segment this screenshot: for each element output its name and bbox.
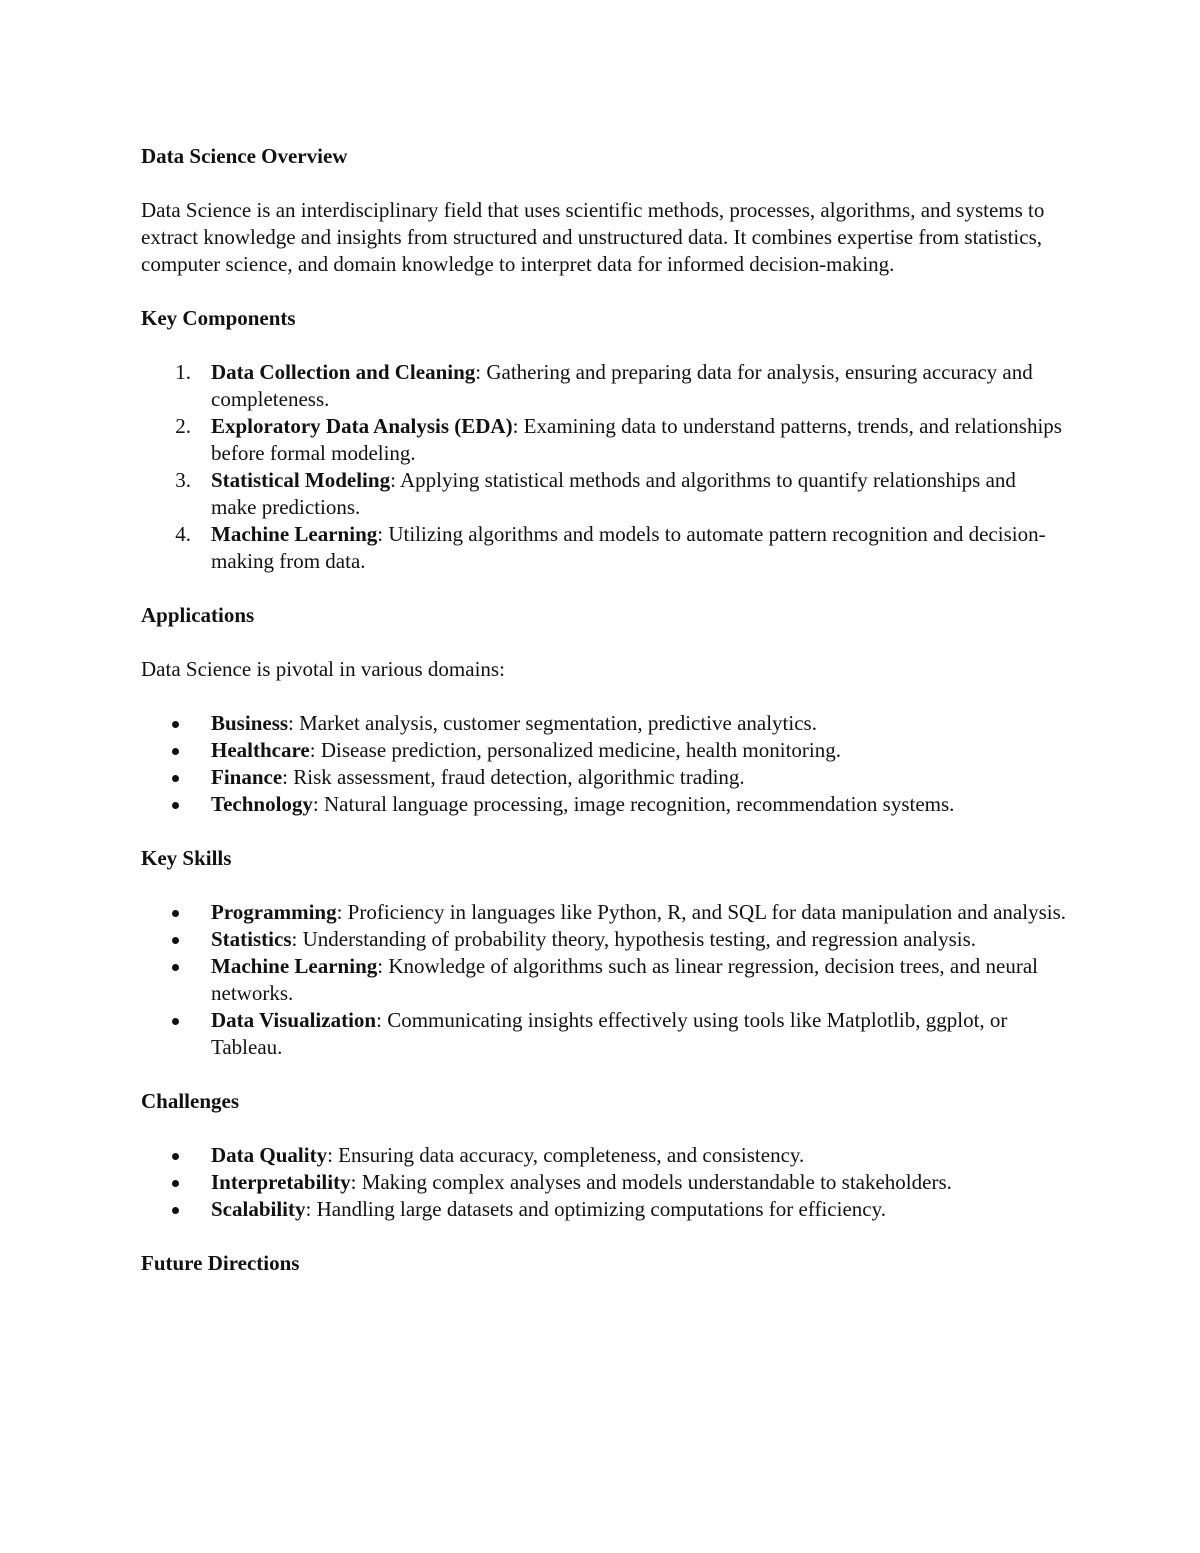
bullet-icon [172,721,179,728]
key-components-heading: Key Components [141,306,296,330]
list-description: : Handling large datasets and optimizing computations for efficiency. [305,1197,886,1221]
list-description: : Communicating insights effectively using tools like Matplotlib, ggplot, or Tableau. [211,1008,1008,1059]
bullet-icon [172,1153,179,1160]
list-item [141,764,1066,791]
key-skills-list [141,899,1066,1061]
list-item [141,521,1066,575]
list-term: Data Visualization [211,1008,377,1032]
list-term: Programming [211,900,337,924]
list-item [141,791,1066,818]
list-term: Data Quality [211,1143,328,1167]
list-description: : Making complex analyses and models understandable to stakeholders. [350,1170,952,1194]
list-term: Healthcare [211,738,310,762]
list-item [141,899,1066,926]
list-item [141,1169,1066,1196]
list-number: 4. [175,522,191,546]
document-page [141,143,1066,1277]
list-term: Finance [211,765,283,789]
list-term: Machine Learning [211,954,378,978]
list-term: Data Collection and Cleaning [211,360,476,384]
list-description: : Gathering and preparing data for analysis, ensuring accuracy and completeness. [211,360,1033,411]
bullet-icon [172,937,179,944]
list-number: 3. [175,468,191,492]
list-item [141,926,1066,953]
list-item [141,1007,1066,1061]
list-item [141,413,1066,467]
bullet-icon [172,1207,179,1214]
list-item [141,737,1066,764]
list-description: : Ensuring data accuracy, completeness, and consistency. [327,1143,805,1167]
list-item [141,1142,1066,1169]
list-term: Machine Learning [211,522,378,546]
list-term: Exploratory Data Analysis (EDA) [211,414,513,438]
list-description: : Applying statistical methods and algorithms to quantify relationships and make predictions. [211,468,1016,519]
list-description: : Market analysis, customer segmentation, predictive analytics. [288,711,817,735]
list-item [141,710,1066,737]
list-term: Statistics [211,927,292,951]
challenges-heading: Challenges [141,1089,240,1113]
list-term: Business [211,711,289,735]
applications-heading: Applications [141,603,255,627]
list-term: Interpretability [211,1170,351,1194]
bullet-icon [172,775,179,782]
list-description: : Disease prediction, personalized medicine, health monitoring. [309,738,842,762]
list-item [141,359,1066,413]
document-title: Data Science Overview [141,144,348,168]
key-components-list [141,359,1066,575]
bullet-icon [172,1018,179,1025]
list-term: Statistical Modeling [211,468,391,492]
list-number: 1. [175,360,191,384]
list-description: : Proficiency in languages like Python, R, and SQL for data manipulation and analysis. [336,900,1067,924]
list-description: : Utilizing algorithms and models to automate pattern recognition and decision-making from data. [211,522,1046,573]
key-skills-heading: Key Skills [141,846,232,870]
applications-list [141,710,1066,818]
bullet-icon [172,748,179,755]
challenges-list [141,1142,1066,1223]
bullet-icon [172,1180,179,1187]
list-item [141,467,1066,521]
bullet-icon [172,910,179,917]
list-description: : Understanding of probability theory, hypothesis testing, and regression analysis. [291,927,977,951]
intro-paragraph: Data Science is an interdisciplinary field that uses scientific methods, processes, algorithms, and systems to extract knowledge and insights from structured and unstructured data. It combines expertise from statistics, computer science, and domain knowledge to interpret data for informed decision-making. [141,198,1045,276]
list-term: Technology [211,792,313,816]
list-item [141,953,1066,1007]
list-description: : Knowledge of algorithms such as linear regression, decision trees, and neural networks. [211,954,1038,1005]
list-number: 2. [175,414,191,438]
list-term: Scalability [211,1197,306,1221]
future-directions-heading: Future Directions [141,1251,300,1275]
list-description: : Risk assessment, fraud detection, algorithmic trading. [282,765,745,789]
list-description: : Examining data to understand patterns, trends, and relationships before formal modeling. [211,414,1062,465]
list-item [141,1196,1066,1223]
bullet-icon [172,964,179,971]
applications-intro: Data Science is pivotal in various domains: [141,657,505,681]
list-description: : Natural language processing, image recognition, recommendation systems. [312,792,955,816]
bullet-icon [172,802,179,809]
